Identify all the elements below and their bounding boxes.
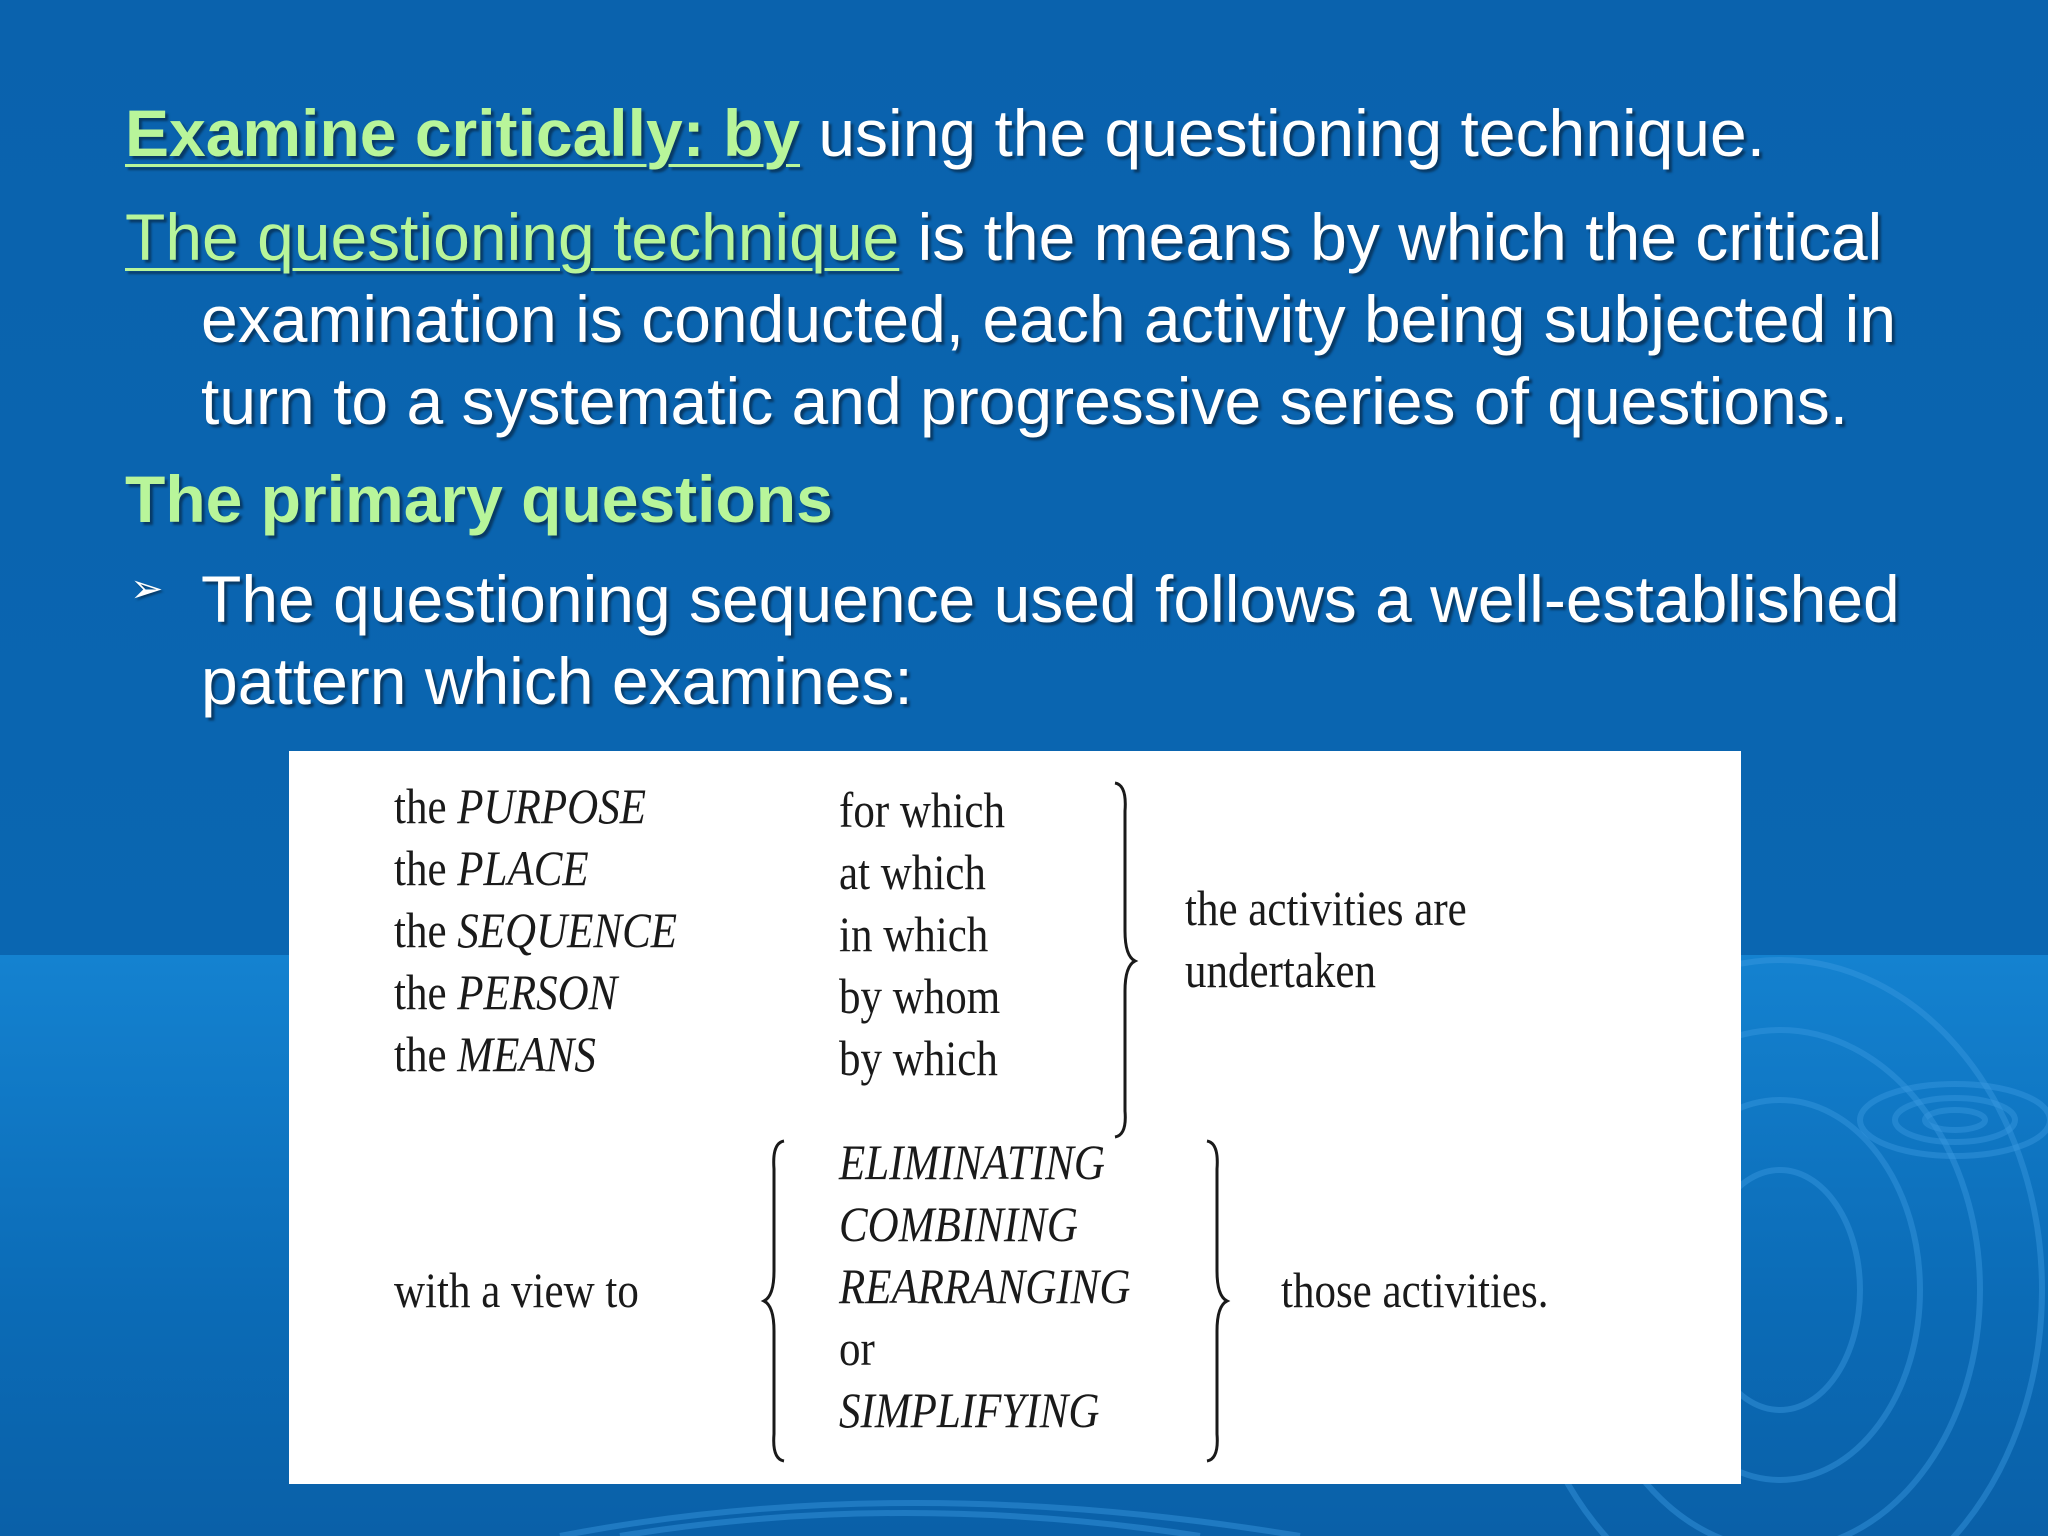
figure-target: those activities. (1281, 1262, 1549, 1318)
bullet-line-1: The questioning sequence used follows a well-established (201, 562, 1900, 636)
primary-questions-subheading: The primary questions (125, 462, 833, 536)
figure-item-sequence: the SEQUENCE (394, 902, 678, 958)
questioning-technique-term: The questioning technique (125, 200, 900, 274)
questioning-sequence-figure (289, 751, 1741, 1484)
examine-critically-heading: Examine critically: by (125, 96, 800, 170)
definition-line-3: turn to a systematic and progressive series of questions. (201, 364, 1849, 438)
figure-item-purpose: the PURPOSE (394, 778, 646, 834)
figure-item-place: the PLACE (394, 840, 589, 896)
figure-relation-for-which: for which (839, 782, 1005, 838)
figure-item-means: the MEANS (394, 1026, 596, 1082)
heading-line (125, 94, 1765, 172)
definition-line-1 (125, 198, 1882, 276)
figure-action-simplifying: SIMPLIFYING (839, 1382, 1100, 1438)
figure-relation-by-which: by which (839, 1030, 998, 1086)
figure-view-label: with a view to (394, 1262, 639, 1318)
figure-result-line-2: undertaken (1185, 942, 1377, 998)
definition-rest: is the means by which the critical (899, 200, 1883, 274)
figure-braces (289, 751, 1741, 1484)
lower-opening-brace (764, 1141, 784, 1461)
figure-action-rearranging: REARRANGING (839, 1258, 1131, 1314)
arrowhead-bullet-icon: ➢ (130, 567, 164, 611)
lower-closing-brace (1207, 1141, 1227, 1461)
figure-relation-in-which: in which (839, 906, 989, 962)
figure-action-eliminating: ELIMINATING (839, 1134, 1105, 1190)
figure-item-person: the PERSON (394, 964, 618, 1020)
upper-closing-brace (1115, 783, 1135, 1137)
figure-action-or: or (839, 1320, 875, 1376)
definition-line-2: examination is conducted, each activity being subjected in (201, 282, 1897, 356)
figure-action-combining: COMBINING (839, 1196, 1078, 1252)
figure-relation-at-which: at which (839, 844, 986, 900)
figure-result-line-1: the activities are (1185, 880, 1467, 936)
heading-rest: using the questioning technique. (800, 96, 1766, 170)
bullet-line-2: pattern which examines: (201, 644, 913, 718)
figure-relation-by-whom: by whom (839, 968, 1001, 1024)
